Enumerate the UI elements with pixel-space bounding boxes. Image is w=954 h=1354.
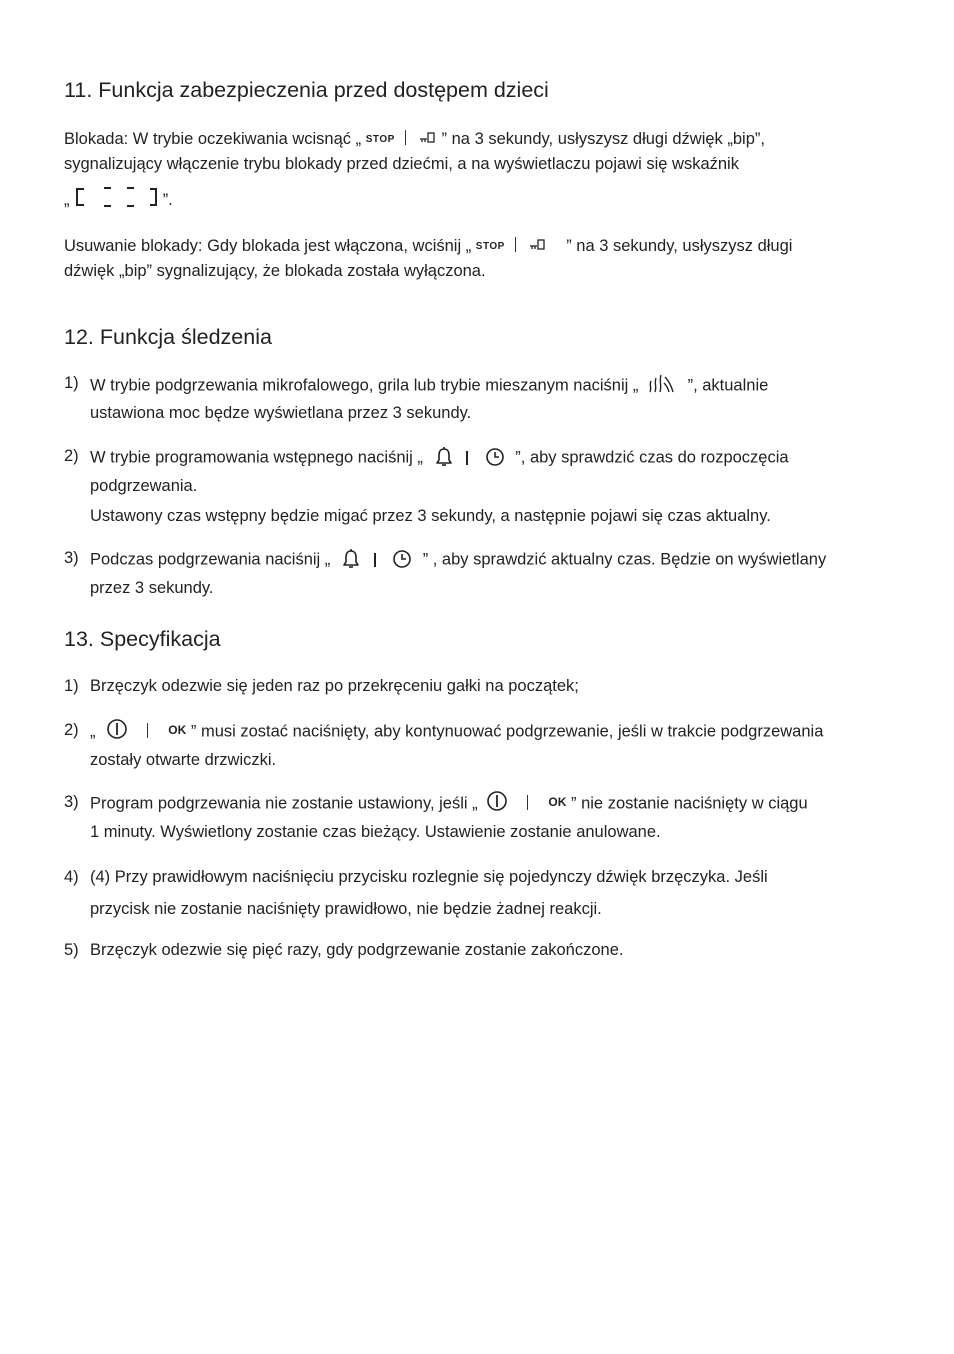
list-text: Program podgrzewania nie zostanie ustawiony, jeśli „: [90, 794, 478, 813]
list-text: ” nie zostanie naciśnięty w ciągu: [571, 794, 808, 813]
separator-bar: [374, 553, 376, 567]
bell-icon: [434, 445, 454, 467]
list-item-line-1: [90, 721, 823, 743]
ok-button-label: OK: [168, 723, 187, 738]
child-lock-display-icon: [74, 185, 158, 209]
bell-icon: [341, 547, 361, 569]
list-item-line-1: [90, 374, 768, 398]
clock-icon: [392, 549, 412, 569]
list-item-line-2: 1 minuty. Wyświetlony zostanie czas bieżący. Ustawienie zostanie anulowane.: [90, 823, 661, 841]
list-number: 3): [64, 793, 79, 811]
list-item-line-1: Brzęczyk odezwie się pięć razy, gdy podgrzewanie zostanie zakończone.: [90, 941, 624, 959]
microwave-power-icon: [647, 371, 677, 395]
list-number: 5): [64, 941, 79, 959]
separator-bar: [405, 130, 406, 145]
separator-bar: [527, 795, 528, 810]
lock-paragraph-line-1: [64, 127, 765, 154]
separator-bar: [466, 451, 468, 465]
stop-button-label-2: STOP: [475, 241, 505, 252]
list-text: W trybie podgrzewania mikrofalowego, grila lub trybie mieszanym naciśnij „: [90, 376, 639, 395]
ok-button-label: OK: [548, 795, 567, 810]
lock-indicator-close-quote: ”.: [162, 191, 173, 209]
list-text: ” , aby sprawdzić aktualny czas. Będzie on wyświetlany: [422, 550, 827, 569]
list-item-line-1: [90, 549, 826, 571]
list-item-line-2: zostały otwarte drzwiczki.: [90, 751, 277, 769]
unlock-text-start: Usuwanie blokady: Gdy blokada jest włączona, wciśnij „: [64, 237, 472, 255]
list-item-line-1: (4) Przy prawidłowym naciśnięciu przycisku rozlegnie się pojedynczy dźwięk brzęczyka. Jeśli: [90, 868, 768, 886]
list-item-line-2: przycisk nie zostanie naciśnięty prawidłowo, nie będzie żadnej reakcji.: [90, 900, 602, 918]
lock-indicator-line: [64, 188, 173, 213]
section-13-title: 13. Specyfikacja: [64, 627, 221, 651]
list-number: 2): [64, 447, 79, 465]
list-text: ” musi zostać naciśnięty, aby kontynuować podgrzewanie, jeśli w trakcie podgrzewania: [190, 722, 824, 741]
section-11-title: 11. Funkcja zabezpieczenia przed dostępem dzieci: [64, 78, 549, 102]
list-text: „: [90, 722, 96, 741]
stop-button-label: STOP: [365, 134, 395, 145]
lock-text-end: ” na 3 sekundy, usłyszysz długi dźwięk „bip”,: [441, 130, 765, 148]
list-number: 1): [64, 374, 79, 392]
list-item-line-1: [90, 447, 789, 469]
list-item-line-1: [90, 793, 808, 815]
list-item-line-3: Ustawony czas wstępny będzie migać przez 3 sekundy, a następnie pojawi się czas aktualny.: [90, 507, 771, 525]
key-lock-icon: [419, 131, 437, 145]
lock-indicator-open-quote: „: [64, 191, 70, 209]
lock-paragraph-line-2: sygnalizujący włączenie trybu blokady przed dziećmi, a na wyświetlaczu pojawi się wskaźnik: [64, 155, 739, 173]
unlock-paragraph-line-2: dźwięk „bip” sygnalizujący, że blokada została wyłączona.: [64, 262, 486, 280]
list-item-line-2: ustawiona moc będze wyświetlana przez 3 sekundy.: [90, 404, 472, 422]
list-number: 2): [64, 721, 79, 739]
power-start-icon: [486, 790, 508, 812]
list-text: W trybie programowania wstępnego naciśnij „: [90, 448, 423, 467]
lock-text-start: Blokada: W trybie oczekiwania wcisnąć „: [64, 130, 362, 148]
list-item-line-2: przez 3 sekundy.: [90, 579, 214, 597]
unlock-text-end: ” na 3 sekundy, usłyszysz długi: [566, 237, 793, 255]
list-text: ”, aby sprawdzić czas do rozpoczęcia: [515, 448, 789, 467]
list-number: 1): [64, 677, 79, 695]
unlock-paragraph-line-1: [64, 234, 792, 261]
list-number: 3): [64, 549, 79, 567]
list-item-line-2: podgrzewania.: [90, 477, 198, 495]
list-text: Podczas podgrzewania naciśnij „: [90, 550, 331, 569]
key-lock-icon-2: [529, 238, 547, 252]
list-text: ”, aktualnie: [687, 376, 769, 395]
separator-bar: [147, 723, 148, 738]
clock-icon: [485, 447, 505, 467]
separator-bar-2: [515, 237, 516, 252]
list-number: 4): [64, 868, 79, 886]
list-item-line-1: Brzęczyk odezwie się jeden raz po przekręceniu gałki na początek;: [90, 677, 579, 695]
section-12-title: 12. Funkcja śledzenia: [64, 325, 272, 349]
power-start-icon: [106, 718, 128, 740]
